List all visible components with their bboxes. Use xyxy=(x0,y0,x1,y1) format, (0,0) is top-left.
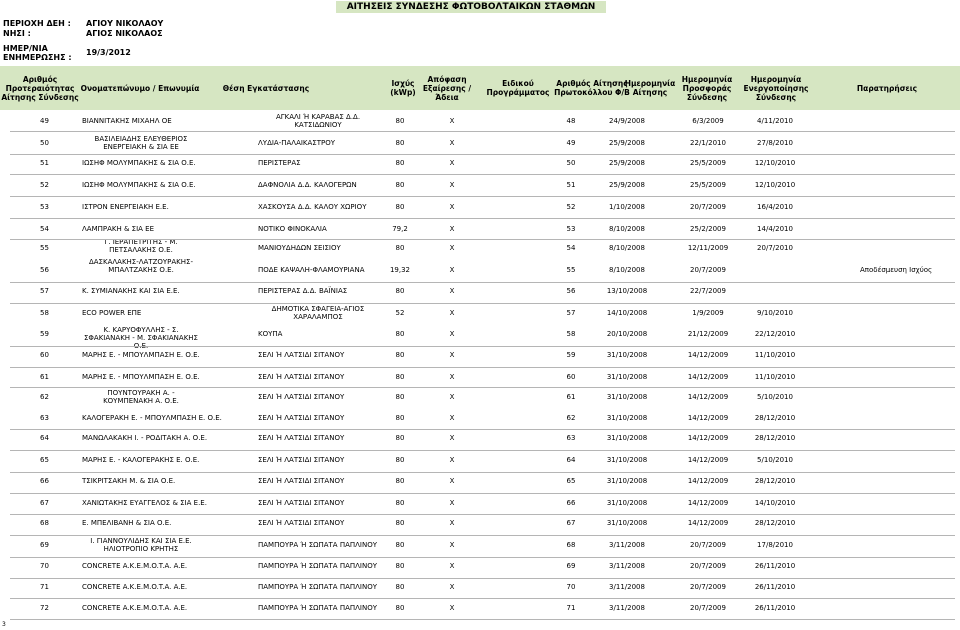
exemption-mark: Χ xyxy=(449,159,455,167)
applicant-name: ΙΩΣΗΦ ΜΟΛΥΜΠΑΚΗΣ & ΣΙΑ Ο.Ε. xyxy=(82,159,196,167)
protocol-number: 54 xyxy=(566,244,576,252)
priority-number: 68 xyxy=(40,519,49,527)
power-kwp: 80 xyxy=(395,583,405,591)
row-separator xyxy=(10,174,955,175)
power-kwp: 80 xyxy=(395,414,405,422)
priority-number: 72 xyxy=(40,604,49,612)
exemption-mark: Χ xyxy=(449,434,455,442)
power-kwp: 80 xyxy=(395,159,405,167)
power-kwp: 80 xyxy=(395,139,405,147)
power-kwp: 80 xyxy=(395,499,405,507)
application-date: 31/10/2008 xyxy=(606,414,648,422)
application-date: 31/10/2008 xyxy=(606,393,648,401)
protocol-number: 50 xyxy=(566,159,576,167)
applicant-name: ΜΑΡΗΣ Ε. - ΜΠΟΥΛΜΠΑΣΗ Ε. Ο.Ε. xyxy=(82,373,200,381)
application-date: 8/10/2008 xyxy=(609,244,645,252)
power-kwp: 79,2 xyxy=(392,225,408,233)
applicant-name: Κ. ΣΥΜΙΑΝΑΚΗΣ ΚΑΙ ΣΙΑ Ε.Ε. xyxy=(82,287,180,295)
offer-date: 1/9/2009 xyxy=(692,309,724,317)
offer-date: 21/12/2009 xyxy=(687,330,729,338)
installation-location: ΔΗΜΟΤΙΚΑ ΣΦΑΓΕΙΑ-ΑΓΙΟΣ ΧΑΡΑΛΑΜΠΟΣ xyxy=(271,305,365,321)
applicant-name: ΜΑΡΗΣ Ε. - ΜΠΟΥΛΜΠΑΣΗ Ε. Ο.Ε. xyxy=(82,351,200,359)
exemption-mark: Χ xyxy=(449,266,455,274)
application-date: 31/10/2008 xyxy=(606,499,648,507)
region-label: ΠΕΡΙΟΧΗ ΔΕΗ : xyxy=(3,19,71,28)
applicant-name: ΔΑΣΚΑΛΑΚΗΣ-ΛΑΤΖΟΥΡΑΚΗΣ-ΜΠΑΛΤΖΑΚΗΣ Ο.Ε. xyxy=(88,258,193,274)
applicant-name: ΠΟΥΝΤΟΥΡΑΚΗ Α. - ΚΟΥΜΠΕΝΑΚΗ Α. Ο.Ε. xyxy=(103,389,179,405)
priority-number: 58 xyxy=(40,309,49,317)
applicant-name: ΛΑΜΠΡΑΚΗ & ΣΙΑ ΕΕ xyxy=(82,225,154,233)
offer-date: 20/7/2009 xyxy=(690,266,726,274)
applicant-name: ΙΣΤΡΟΝ ΕΝΕΡΓΕΙΑΚΗ Ε.Ε. xyxy=(82,203,169,211)
application-date: 3/11/2008 xyxy=(609,583,645,591)
row-separator xyxy=(10,154,955,155)
applicant-name: CONCRETE A.K.E.M.O.T.A. A.E. xyxy=(82,583,188,591)
row-separator xyxy=(10,619,955,620)
power-kwp: 80 xyxy=(395,203,405,211)
priority-number: 67 xyxy=(40,499,49,507)
protocol-number: 48 xyxy=(566,117,576,125)
installation-location: ΠΕΡΙΣΤΕΡΑΣ xyxy=(258,159,301,167)
installation-location: ΣΕΛΙ Ή ΛΑΤΣΙΔΙ ΣΙΤΑΝΟΥ xyxy=(258,393,345,401)
offer-date: 20/7/2009 xyxy=(690,203,726,211)
exemption-mark: Χ xyxy=(449,309,455,317)
protocol-number: 61 xyxy=(566,393,576,401)
offer-date: 14/12/2009 xyxy=(687,434,729,442)
installation-location: ΣΕΛΙ Ή ΛΑΤΣΙΔΙ ΣΙΤΑΝΟΥ xyxy=(258,499,345,507)
offer-date: 14/12/2009 xyxy=(687,373,729,381)
applicant-name: Κ. ΚΑΡΥΟΦΥΛΛΗΣ - Σ. ΣΦΑΚΙΑΝΑΚΗ - Μ. ΣΦΑΚΙΑΝΑΚΗΣ Ο.Ε. xyxy=(84,326,198,350)
installation-location: ΣΕΛΙ Ή ΛΑΤΣΙΔΙ ΣΙΤΑΝΟΥ xyxy=(258,477,345,485)
application-date: 3/11/2008 xyxy=(609,541,645,549)
protocol-number: 68 xyxy=(566,541,576,549)
priority-number: 52 xyxy=(40,181,49,189)
power-kwp: 80 xyxy=(395,244,405,252)
protocol-number: 67 xyxy=(566,519,576,527)
protocol-number: 70 xyxy=(566,583,576,591)
installation-location: ΣΕΛΙ Ή ΛΑΤΣΙΔΙ ΣΙΤΑΝΟΥ xyxy=(258,434,345,442)
protocol-number: 53 xyxy=(566,225,576,233)
power-kwp: 80 xyxy=(395,373,405,381)
priority-number: 69 xyxy=(40,541,49,549)
application-date: 31/10/2008 xyxy=(606,456,648,464)
offer-date: 14/12/2009 xyxy=(687,351,729,359)
application-date: 31/10/2008 xyxy=(606,477,648,485)
priority-number: 61 xyxy=(40,373,49,381)
exemption-mark: Χ xyxy=(449,117,455,125)
activation-date: 4/11/2010 xyxy=(757,117,793,125)
island-label: ΝΗΣΙ : xyxy=(3,29,31,38)
protocol-number: 60 xyxy=(566,373,576,381)
applicant-name: Γ. ΙΕΡΑΠΕΤΡΙΤΗΣ - Μ. ΠΕΤΣΑΛΑΚΗΣ Ο.Ε. xyxy=(104,238,178,254)
exemption-mark: Χ xyxy=(449,519,455,527)
page-title: ΑΙΤΗΣΕΙΣ ΣΥΝΔΕΣΗΣ ΦΩΤΟΒΟΛΤΑΙΚΩΝ ΣΤΑΘΜΩΝ xyxy=(336,1,606,13)
row-separator xyxy=(10,196,955,197)
application-date: 20/10/2008 xyxy=(606,330,648,338)
application-date: 13/10/2008 xyxy=(606,287,648,295)
installation-location: ΣΕΛΙ Ή ΛΑΤΣΙΔΙ ΣΙΤΑΝΟΥ xyxy=(258,456,345,464)
priority-number: 59 xyxy=(40,330,49,338)
activation-date: 14/10/2010 xyxy=(754,499,796,507)
priority-number: 53 xyxy=(40,203,49,211)
application-date: 8/10/2008 xyxy=(609,266,645,274)
applicant-name: CONCRETE A.K.E.M.O.T.A. A.E. xyxy=(82,562,188,570)
application-date: 25/9/2008 xyxy=(609,181,645,189)
row-separator xyxy=(10,131,955,132)
offer-date: 22/7/2009 xyxy=(690,287,726,295)
row-separator xyxy=(10,429,955,430)
installation-location: ΠΑΜΠΟΥΡΑ Ή ΣΩΠΑΤΑ ΠΑΠΛΙΝΟΥ xyxy=(258,541,378,549)
offer-date: 22/1/2010 xyxy=(690,139,726,147)
power-kwp: 19,32 xyxy=(389,266,411,274)
row-separator xyxy=(10,450,955,451)
applicant-name: ΜΑΡΗΣ Ε. - ΚΑΛΟΓΕΡΑΚΗΣ Ε. Ο.Ε. xyxy=(82,456,200,464)
power-kwp: 80 xyxy=(395,351,405,359)
row-separator xyxy=(10,557,955,558)
priority-number: 50 xyxy=(40,139,49,147)
installation-location: ΣΕΛΙ Ή ΛΑΤΣΙΔΙ ΣΙΤΑΝΟΥ xyxy=(258,414,345,422)
installation-location: ΣΕΛΙ Ή ΛΑΤΣΙΔΙ ΣΙΤΑΝΟΥ xyxy=(258,351,345,359)
power-kwp: 80 xyxy=(395,519,405,527)
installation-location: ΠΑΜΠΟΥΡΑ Ή ΣΩΠΑΤΑ ΠΑΠΛΙΝΟΥ xyxy=(258,562,378,570)
col-activation-date-header: Ημερομηνία Ενεργοποίησης Σύνδεσης xyxy=(743,74,809,102)
update-date-value: 19/3/2012 xyxy=(86,48,131,57)
col-offer-date-header: Ημερομηνία Προσφοράς Σύνδεσης xyxy=(681,74,733,102)
offer-date: 14/12/2009 xyxy=(687,414,729,422)
power-kwp: 80 xyxy=(395,287,405,295)
update-date-label-2: ΕΝΗΜΕΡΩΣΗΣ : xyxy=(3,53,72,62)
application-date: 31/10/2008 xyxy=(606,373,648,381)
applicant-name: ΧΑΝΙΩΤΑΚΗΣ ΕΥΑΓΓΕΛΟΣ & ΣΙΑ Ε.Ε. xyxy=(82,499,207,507)
exemption-mark: Χ xyxy=(449,139,455,147)
priority-number: 62 xyxy=(40,393,49,401)
row-separator xyxy=(10,367,955,368)
priority-number: 57 xyxy=(40,287,49,295)
priority-number: 71 xyxy=(40,583,49,591)
activation-date: 26/11/2010 xyxy=(754,583,796,591)
power-kwp: 80 xyxy=(395,477,405,485)
activation-date: 14/4/2010 xyxy=(757,225,793,233)
activation-date: 22/12/2010 xyxy=(754,330,796,338)
protocol-number: 57 xyxy=(566,309,576,317)
remarks: Αποδέσμευση Ισχύος xyxy=(860,266,933,274)
exemption-mark: Χ xyxy=(449,499,455,507)
exemption-mark: Χ xyxy=(449,203,455,211)
activation-date: 28/12/2010 xyxy=(754,414,796,422)
applicant-name: CONCRETE A.K.E.M.O.T.A. A.E. xyxy=(82,604,188,612)
exemption-mark: Χ xyxy=(449,225,455,233)
activation-date: 28/12/2010 xyxy=(754,434,796,442)
row-separator xyxy=(10,303,955,304)
applicant-name: ΚΑΛΟΓΕΡΑΚΗ Ε. - ΜΠΟΥΛΜΠΑΣΗ Ε. Ο.Ε. xyxy=(82,414,222,422)
exemption-mark: Χ xyxy=(449,562,455,570)
row-separator xyxy=(10,387,955,388)
applicant-name: ΜΑΝΩΛΑΚΑΚΗ Ι. - ΡΟΔΙΤΑΚΗ Α. Ο.Ε. xyxy=(82,434,208,442)
region-value: ΑΓΙΟΥ ΝΙΚΟΛΑΟΥ xyxy=(86,19,164,28)
priority-number: 65 xyxy=(40,456,49,464)
exemption-mark: Χ xyxy=(449,414,455,422)
application-date: 24/9/2008 xyxy=(609,117,645,125)
column-header-row xyxy=(0,66,960,110)
installation-location: ΜΑΝΙΟΥΔΗΔΩΝ ΣΕΙΣΙΟΥ xyxy=(258,244,341,252)
installation-location: ΣΕΛΙ Ή ΛΑΤΣΙΔΙ ΣΙΤΑΝΟΥ xyxy=(258,519,345,527)
activation-date: 11/10/2010 xyxy=(754,351,796,359)
applicant-name: ΒΙΑΝΝΙΤΑΚΗΣ ΜΙΧΑΗΛ ΟΕ xyxy=(82,117,172,125)
exemption-mark: Χ xyxy=(449,181,455,189)
activation-date: 17/8/2010 xyxy=(757,541,793,549)
activation-date: 26/11/2010 xyxy=(754,562,796,570)
protocol-number: 49 xyxy=(566,139,576,147)
priority-number: 66 xyxy=(40,477,49,485)
installation-location: ΛΥΔΙΑ-ΠΑΛΑΙΚΑΣΤΡΟΥ xyxy=(258,139,336,147)
exemption-mark: Χ xyxy=(449,373,455,381)
priority-number: 64 xyxy=(40,434,49,442)
applicant-name: ECO POWER ΕΠΕ xyxy=(82,309,142,317)
application-date: 3/11/2008 xyxy=(609,604,645,612)
installation-location: ΚΟΥΠΑ xyxy=(258,330,283,338)
power-kwp: 80 xyxy=(395,562,405,570)
offer-date: 25/5/2009 xyxy=(690,159,726,167)
installation-location: ΠΑΜΠΟΥΡΑ Ή ΣΩΠΑΤΑ ΠΑΠΛΙΝΟΥ xyxy=(258,583,378,591)
exemption-mark: Χ xyxy=(449,351,455,359)
offer-date: 14/12/2009 xyxy=(687,477,729,485)
offer-date: 20/7/2009 xyxy=(690,583,726,591)
priority-number: 60 xyxy=(40,351,49,359)
power-kwp: 52 xyxy=(395,309,405,317)
activation-date: 12/10/2010 xyxy=(754,159,796,167)
exemption-mark: Χ xyxy=(449,330,455,338)
offer-date: 20/7/2009 xyxy=(690,562,726,570)
row-separator xyxy=(10,472,955,473)
col-priority-number-header: Αριθμός Προτεραιότητας Αίτησης Σύνδεσης xyxy=(1,74,79,102)
installation-location: ΔΑΦΝΟΛΙΑ Δ.Δ. ΚΑΛΟΓΕΡΩΝ xyxy=(258,181,357,189)
installation-location: ΠΟΔΕ ΚΑΨΑΛΗ-ΦΛΑΜΟΥΡΙΑΝΑ xyxy=(258,266,365,274)
exemption-mark: Χ xyxy=(449,604,455,612)
installation-location: ΧΑΣΚΟΥΣΑ Δ.Δ. ΚΑΛΟΥ ΧΩΡΙΟΥ xyxy=(258,203,367,211)
col-protocol-number-header: Αριθμός Αίτησης Πρωτοκόλλου Φ/Β xyxy=(554,79,630,97)
col-application-date-header: Ημερομηνία Αίτησης xyxy=(624,79,676,97)
page-number: 3 xyxy=(2,621,6,628)
exemption-mark: Χ xyxy=(449,287,455,295)
row-separator xyxy=(10,282,955,283)
row-separator xyxy=(10,535,955,536)
activation-date: 5/10/2010 xyxy=(757,393,793,401)
power-kwp: 80 xyxy=(395,604,405,612)
protocol-number: 63 xyxy=(566,434,576,442)
installation-location: ΠΕΡΙΣΤΕΡΑΣ Δ.Δ. ΒΑΪΝΙΑΣ xyxy=(258,287,348,295)
power-kwp: 80 xyxy=(395,330,405,338)
protocol-number: 62 xyxy=(566,414,576,422)
application-date: 25/9/2008 xyxy=(609,139,645,147)
activation-date: 26/11/2010 xyxy=(754,604,796,612)
offer-date: 14/12/2009 xyxy=(687,456,729,464)
activation-date: 28/12/2010 xyxy=(754,477,796,485)
col-location-header: Θέση Εγκατάστασης xyxy=(222,83,310,93)
protocol-number: 65 xyxy=(566,477,576,485)
priority-number: 55 xyxy=(40,244,49,252)
application-date: 31/10/2008 xyxy=(606,434,648,442)
installation-location: ΝΟΤΙΚΟ ΦΙΝΟΚΑΛΙΑ xyxy=(258,225,327,233)
priority-number: 70 xyxy=(40,562,49,570)
priority-number: 54 xyxy=(40,225,49,233)
power-kwp: 80 xyxy=(395,456,405,464)
exemption-mark: Χ xyxy=(449,477,455,485)
application-date: 31/10/2008 xyxy=(606,519,648,527)
row-separator xyxy=(10,239,955,240)
offer-date: 14/12/2009 xyxy=(687,393,729,401)
application-date: 1/10/2008 xyxy=(609,203,645,211)
offer-date: 12/11/2009 xyxy=(687,244,729,252)
power-kwp: 80 xyxy=(395,434,405,442)
power-kwp: 80 xyxy=(395,393,405,401)
power-kwp: 80 xyxy=(395,117,405,125)
protocol-number: 59 xyxy=(566,351,576,359)
offer-date: 14/12/2009 xyxy=(687,499,729,507)
activation-date: 27/8/2010 xyxy=(757,139,793,147)
priority-number: 49 xyxy=(40,117,49,125)
row-separator xyxy=(10,578,955,579)
offer-date: 14/12/2009 xyxy=(687,519,729,527)
power-kwp: 80 xyxy=(395,181,405,189)
priority-number: 56 xyxy=(40,266,49,274)
installation-location: ΣΕΛΙ Ή ΛΑΤΣΙΔΙ ΣΙΤΑΝΟΥ xyxy=(258,373,345,381)
application-date: 8/10/2008 xyxy=(609,225,645,233)
col-special-program-header: Ειδικού Προγράμματος xyxy=(486,79,550,97)
activation-date: 16/4/2010 xyxy=(757,203,793,211)
col-exemption-header: Απόφαση Εξαίρεσης / Άδεια xyxy=(422,74,472,102)
offer-date: 25/5/2009 xyxy=(690,181,726,189)
protocol-number: 69 xyxy=(566,562,576,570)
power-kwp: 80 xyxy=(395,541,405,549)
col-power-header: Ισχύς (kWp) xyxy=(390,79,416,97)
applicant-name: Ι. ΓΙΑΝΝΟΥΛΙΔΗΣ ΚΑΙ ΣΙΑ Ε.Ε. ΗΛΙΟΤΡΟΠΙΟ ΚΡΗΤΗΣ xyxy=(90,537,192,553)
activation-date: 28/12/2010 xyxy=(754,519,796,527)
row-separator xyxy=(10,514,955,515)
application-date: 25/9/2008 xyxy=(609,159,645,167)
applicant-name: Ε. ΜΠΕΛΙΒΑΝΗ & ΣΙΑ Ο.Ε. xyxy=(82,519,172,527)
update-date-label-1: ΗΜΕΡ/ΝΙΑ xyxy=(3,44,48,53)
application-date: 3/11/2008 xyxy=(609,562,645,570)
protocol-number: 51 xyxy=(566,181,576,189)
protocol-number: 58 xyxy=(566,330,576,338)
applicant-name: ΤΣΙΚΡΙΤΣΑΚΗ Μ. & ΣΙΑ Ο.Ε. xyxy=(82,477,176,485)
row-separator xyxy=(10,346,955,347)
applicant-name: ΒΑΣΙΛΕΙΑΔΗΣ ΕΛΕΥΘΕΡΙΟΣ ΕΝΕΡΓΕΙΑΚΗ & ΣΙΑ ΕΕ xyxy=(94,135,188,151)
row-separator xyxy=(10,493,955,494)
offer-date: 20/7/2009 xyxy=(690,604,726,612)
activation-date: 12/10/2010 xyxy=(754,181,796,189)
activation-date: 20/7/2010 xyxy=(757,244,793,252)
offer-date: 25/2/2009 xyxy=(690,225,726,233)
exemption-mark: Χ xyxy=(449,393,455,401)
activation-date: 9/10/2010 xyxy=(757,309,793,317)
exemption-mark: Χ xyxy=(449,456,455,464)
offer-date: 20/7/2009 xyxy=(690,541,726,549)
protocol-number: 56 xyxy=(566,287,576,295)
protocol-number: 64 xyxy=(566,456,576,464)
activation-date: 11/10/2010 xyxy=(754,373,796,381)
col-name-header: Ονοματεπώνυμο / Επωνυμία xyxy=(80,83,200,93)
priority-number: 51 xyxy=(40,159,49,167)
exemption-mark: Χ xyxy=(449,583,455,591)
offer-date: 6/3/2009 xyxy=(692,117,724,125)
application-date: 14/10/2008 xyxy=(606,309,648,317)
installation-location: ΠΑΜΠΟΥΡΑ Ή ΣΩΠΑΤΑ ΠΑΠΛΙΝΟΥ xyxy=(258,604,378,612)
protocol-number: 71 xyxy=(566,604,576,612)
protocol-number: 66 xyxy=(566,499,576,507)
activation-date: 5/10/2010 xyxy=(757,456,793,464)
row-separator xyxy=(10,598,955,599)
row-separator xyxy=(10,218,955,219)
island-value: ΑΓΙΟΣ ΝΙΚΟΛΑΟΣ xyxy=(86,29,163,38)
exemption-mark: Χ xyxy=(449,244,455,252)
col-remarks-header: Παρατηρήσεις xyxy=(856,83,918,93)
protocol-number: 55 xyxy=(566,266,576,274)
application-date: 31/10/2008 xyxy=(606,351,648,359)
priority-number: 63 xyxy=(40,414,49,422)
installation-location: ΑΓΚΑΛΙ Ή ΚΑΡΑΒΑΣ Δ.Δ. ΚΑΤΣΙΔΩΝΙΟΥ xyxy=(275,113,361,129)
applicant-name: ΙΩΣΗΦ ΜΟΛΥΜΠΑΚΗΣ & ΣΙΑ Ο.Ε. xyxy=(82,181,196,189)
protocol-number: 52 xyxy=(566,203,576,211)
exemption-mark: Χ xyxy=(449,541,455,549)
